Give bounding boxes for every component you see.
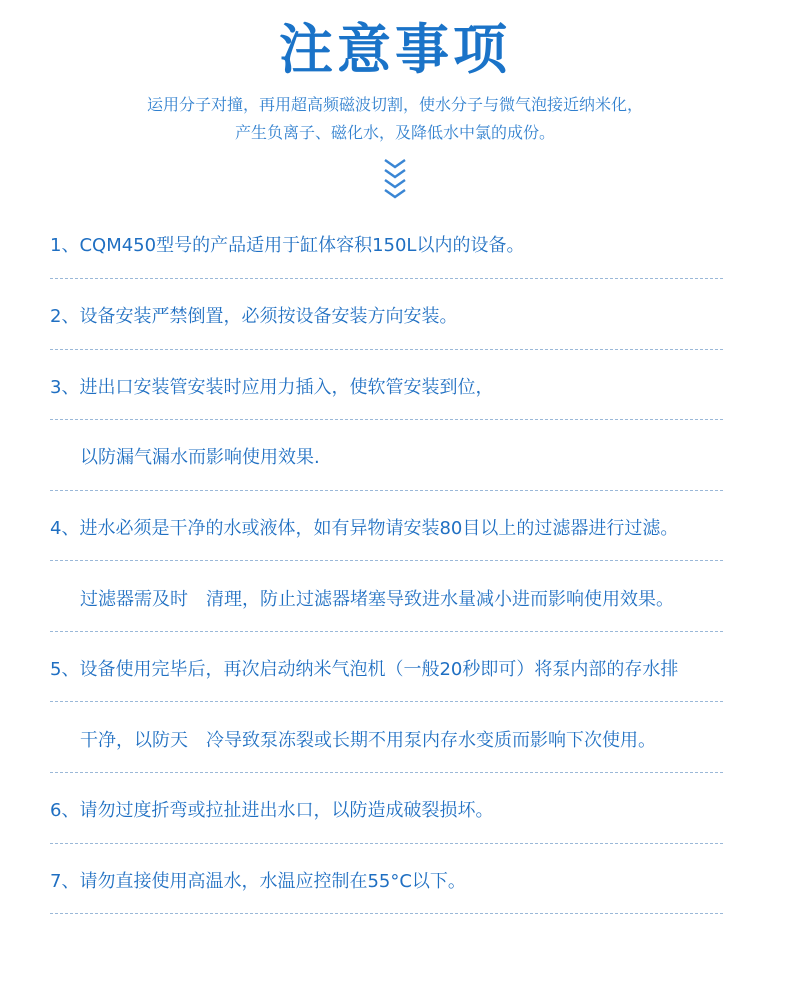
dashed-divider [50, 278, 723, 279]
dashed-divider [50, 701, 723, 702]
note-item-4-continued: 过滤器需及时 清理，防止过滤器堵塞导致进水量减小进而影响使用效果。 [80, 589, 674, 610]
intro-line-1: 运用分子对撞，再用超高频磁波切割，使水分子与微气泡接近纳米化， [146, 95, 643, 114]
page-title: 注意事项 [279, 18, 511, 81]
dashed-divider [50, 913, 723, 914]
note-item-4: 4、进水必须是干净的水或液体，如有异物请安装80目以上的过滤器进行过滤。 [50, 518, 679, 539]
note-item-7: 7、请勿直接使用高温水，水温应控制在55°C以下。 [50, 871, 466, 892]
note-item-5-continued: 干净，以防天 冷导致泵冻裂或长期不用泵内存水变质而影响下次使用。 [80, 730, 656, 751]
dashed-divider [50, 772, 723, 773]
note-item-3-continued: 以防漏气漏水而影响使用效果. [80, 447, 320, 468]
note-item-2: 2、设备安装严禁倒置，必须按设备安装方向安装。 [50, 306, 458, 327]
dashed-divider [50, 631, 723, 632]
intro-line-2: 产生负离子、磁化水，及降低水中氯的成份。 [234, 123, 555, 142]
note-item-1: 1、CQM450型号的产品适用于缸体容积150L以内的设备。 [50, 235, 525, 256]
dashed-divider [50, 349, 723, 350]
triple-chevron-down-icon [382, 156, 408, 202]
note-item-5: 5、设备使用完毕后，再次启动纳米气泡机（一般20秒即可）将泵内部的存水排 [50, 659, 679, 680]
note-item-6: 6、请勿过度折弯或拉扯进出水口，以防造成破裂损坏。 [50, 800, 494, 821]
dashed-divider [50, 490, 723, 491]
dashed-divider [50, 843, 723, 844]
note-item-3: 3、进出口安装管安装时应用力插入，使软管安装到位， [50, 377, 494, 398]
dashed-divider [50, 560, 723, 561]
dashed-divider [50, 419, 723, 420]
